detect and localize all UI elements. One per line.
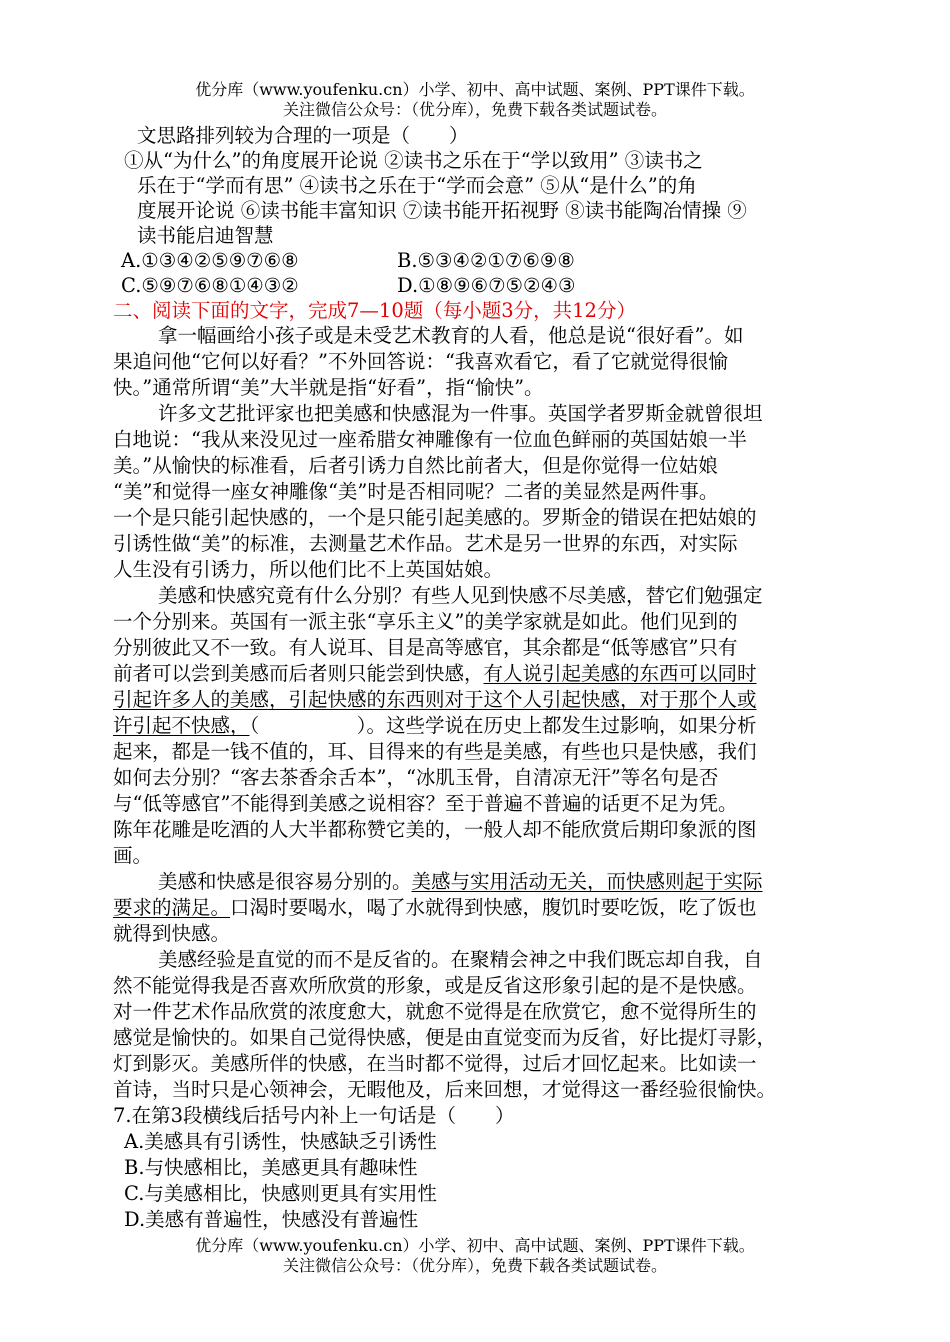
passage-line: 一个分别来。英国有一派主张“享乐主义”的美学家就是如此。他们见到的 xyxy=(113,610,738,633)
q7-choice-b: B.与快感相比，美感更具有趣味性 xyxy=(124,1156,418,1179)
q7-choice-a: A.美感具有引诱性，快感缺乏引诱性 xyxy=(124,1130,437,1153)
passage-line: 一个是只能引起快感的，一个是只能引起美感的。罗斯金的错误在把姑娘的 xyxy=(113,506,757,529)
q7-stem: 7.在第3段横线后括号内补上一句话是（ ） xyxy=(113,1104,515,1127)
q6-choice-a: A.①③④②⑤⑨⑦⑥⑧ xyxy=(121,249,299,272)
passage-line xyxy=(158,870,763,894)
passage-line: 灯到影灭。美感所伴的快感，在当时都不觉得，过后才回忆起来。比如读一 xyxy=(113,1052,757,1075)
q6-option-line-1: ①从“为什么”的角度展开论说 ②读书之乐在于“学以致用” ③读书之 xyxy=(124,149,703,172)
passage-line: 与“低等感官”不能得到美感之说相容？至于普遍不普遍的话更不足为凭。 xyxy=(113,792,738,815)
passage-line xyxy=(113,714,757,738)
q6-choice-b: B.⑤③④②①⑦⑥⑨⑧ xyxy=(397,249,575,272)
footer-line-2: 关注微信公众号：（优分库），免费下载各类试题试卷。 xyxy=(282,1256,667,1275)
q6-option-line-3: 度展开论说 ⑥读书能丰富知识 ⑦读书能开拓视野 ⑧读书能陶冶情操 ⑨ xyxy=(137,199,747,222)
passage-text: 。这些学说在历史上都发生过影响，如果分析 xyxy=(366,714,757,737)
passage-line: 画。 xyxy=(113,844,153,867)
passage-line: 陈年花雕是吃酒的人大半都称赞它美的，一般人却不能欣赏后期印象派的图 xyxy=(113,818,757,841)
q7-choice-d: D.美感有普遍性，快感没有普遍性 xyxy=(124,1208,419,1231)
underlined-sentence: 许引起不快感， xyxy=(113,714,250,737)
passage-line: 首诗，当时只是心领神会，无暇他及，后来回想，才觉得这一番经验很愉快。 xyxy=(113,1078,777,1101)
passage-line: 美。”从愉快的标准看，后者引诱力自然比前者大，但是你觉得一位姑娘 xyxy=(113,454,718,477)
passage-line xyxy=(113,896,757,920)
header-line-1: 优分库（www.youfenku.cn）小学、初中、高中试题、案例、PPT课件下载。 xyxy=(195,80,755,99)
passage-line: 拿一幅画给小孩子或是未受艺术教育的人看，他总是说“很好看”。如 xyxy=(158,324,744,347)
page-header xyxy=(0,80,950,120)
passage-text: 前者可以尝到美感而后者则只能尝到快感， xyxy=(113,662,484,685)
passage-line xyxy=(113,662,757,686)
passage-line: 白地说：“我从来没见过一座希腊女神雕像有一位血色鲜丽的英国姑娘一半 xyxy=(113,428,747,451)
page-footer xyxy=(0,1236,950,1276)
passage-line: 就得到快感。 xyxy=(113,922,231,945)
header-line-2: 关注微信公众号：（优分库），免费下载各类试题试卷。 xyxy=(282,100,667,119)
passage-line: 快。”通常所谓“美”大半就是指“好看”，指“愉快”。 xyxy=(113,376,544,399)
section-2-heading: 二、阅读下面的文字，完成7—10题（每小题3分，共12分） xyxy=(113,299,636,322)
passage-line: 许多文艺批评家也把美感和快感混为一件事。英国学者罗斯金就曾很坦 xyxy=(158,402,763,425)
passage-line: 起来，都是一钱不值的，耳、目得来的有些是美感，有些也只是快感，我们 xyxy=(113,740,757,763)
underlined-sentence: 引起许多人的美感，引起快感的东西则对于这个人引起快感，对于那个人或 xyxy=(113,688,757,711)
passage-line: 对一件艺术作品欣赏的浓度愈大，就愈不觉得是在欣赏它，愈不觉得所生的 xyxy=(113,1000,757,1023)
underlined-sentence: 有人说引起美感的东西可以同时 xyxy=(483,662,757,685)
passage-text: 口渴时要喝水，喝了水就得到快感，腹饥时要吃饭，吃了饭也 xyxy=(230,896,757,919)
passage-text: 美感和快感是很容易分别的。 xyxy=(158,870,412,893)
passage-line: 美感经验是直觉的而不是反省的。在聚精会神之中我们既忘却自我，自 xyxy=(158,948,763,971)
q6-option-line-2: 乐在于“学而有思” ④读书之乐在于“学而会意” ⑤从“是什么”的角 xyxy=(137,174,697,197)
footer-line-1: 优分库（www.youfenku.cn）小学、初中、高中试题、案例、PPT课件下载。 xyxy=(195,1236,755,1255)
passage-line: 引诱性做“美”的标准，去测量艺术作品。艺术是另一世界的东西，对实际 xyxy=(113,532,738,555)
passage-line: 分别彼此又不一致。有人说耳、目是高等感官，其余都是“低等感官”只有 xyxy=(113,636,738,659)
passage-line: 果追问他“它何以好看？”不外回答说：“我喜欢看它，看了它就觉得很愉 xyxy=(113,350,728,373)
q7-choice-c: C.与美感相比，快感则更具有实用性 xyxy=(124,1182,437,1205)
passage-line: 人生没有引诱力，所以他们比不上英国姑娘。 xyxy=(113,558,504,581)
q6-option-line-4: 读书能启迪智慧 xyxy=(137,224,274,247)
q6-choice-d: D.①⑧⑨⑥⑦⑤②④③ xyxy=(397,274,576,297)
answer-blank-bracket: （ ） xyxy=(249,714,367,737)
passage-line: 感觉是愉快的。如果自己觉得快感，便是由直觉变而为反省，好比提灯寻影， xyxy=(113,1026,777,1049)
q6-choice-c: C.⑤⑨⑦⑥⑧①④③② xyxy=(121,274,299,297)
passage-line: “美”和觉得一座女神雕像“美”时是否相同呢？二者的美显然是两件事。 xyxy=(113,480,719,503)
underlined-sentence: 美感与实用活动无关，而快感则起于实际 xyxy=(411,870,763,893)
q6-stem-tail: 文思路排列较为合理的一项是（ ） xyxy=(137,124,469,147)
underlined-sentence: 要求的满足。 xyxy=(113,896,231,919)
passage-line: 然不能觉得我是否喜欢所欣赏的形象，或是反省这形象引起的是不是快感。 xyxy=(113,974,757,997)
passage-line: 如何去分别？“客去茶香余舌本”，“冰肌玉骨，自清凉无汗”等名句是否 xyxy=(113,766,719,789)
passage-line: 美感和快感究竟有什么分别？有些人见到快感不尽美感，替它们勉强定 xyxy=(158,584,763,607)
